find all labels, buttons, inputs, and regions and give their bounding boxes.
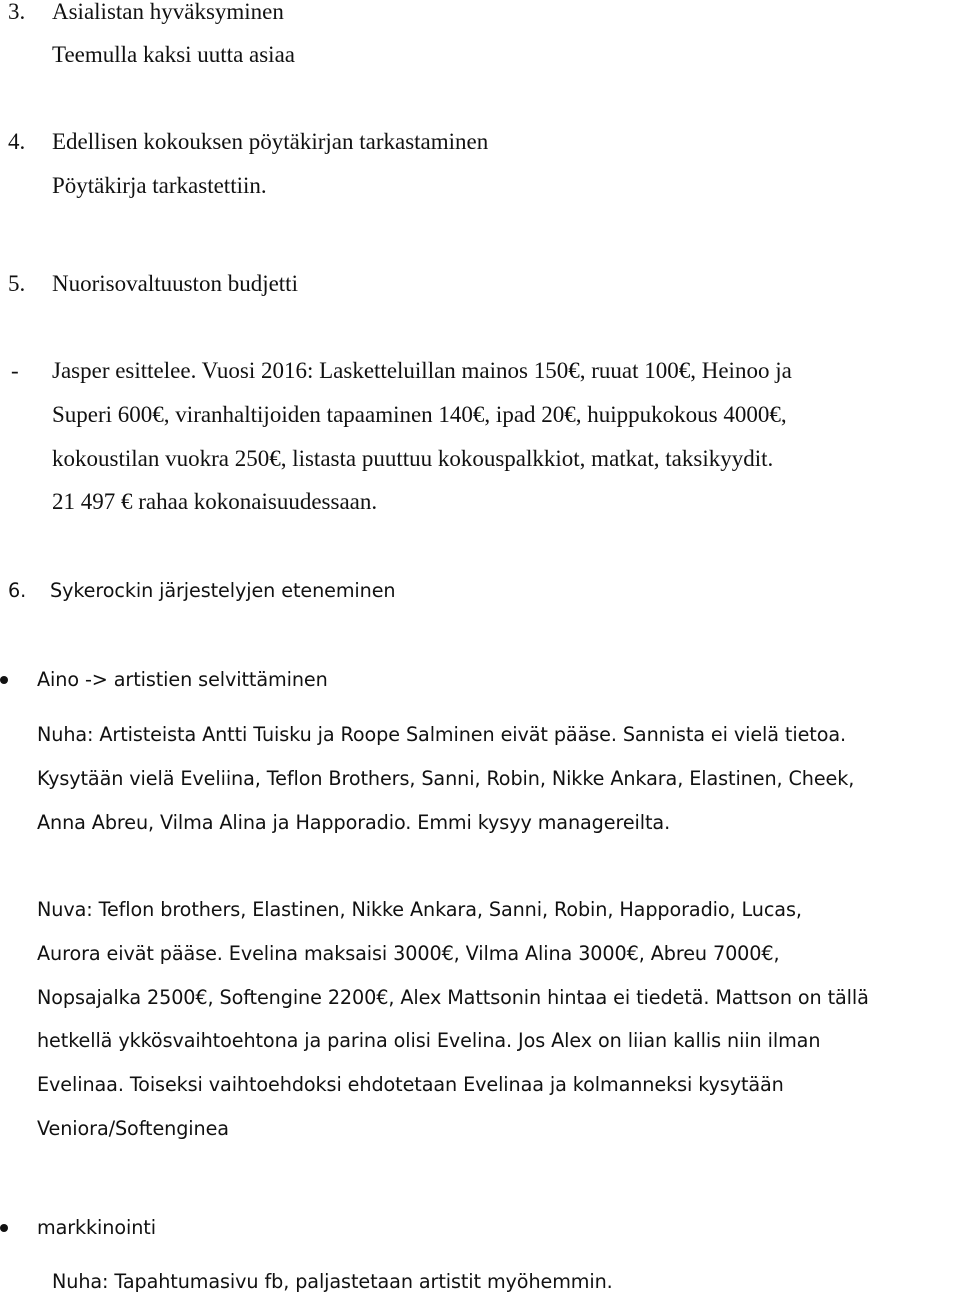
nuha-line: Kysytään vielä Eveliina, Teflon Brothers, Sanni, Robin, Nikke Ankara, Elastinen, Cheek, bbox=[37, 767, 855, 790]
nuha-line: Nuha: Tapahtumasivu fb, paljastetaan artistit myöhemmin. bbox=[52, 1270, 613, 1293]
bullet-title: markkinointi bbox=[37, 1216, 156, 1239]
item-heading: Asialistan hyväksyminen bbox=[52, 0, 284, 24]
budget-total: 21 497 € rahaa kokonaisuudessaan. bbox=[52, 489, 378, 514]
budget-line: Jasper esittelee. Vuosi 2016: Lasketteluillan mainos 150€, ruuat 100€, Heinoo ja bbox=[52, 358, 792, 383]
item-number: 4. bbox=[8, 129, 26, 154]
item-body: Teemulla kaksi uutta asiaa bbox=[52, 42, 295, 67]
bullet-icon bbox=[0, 1224, 8, 1232]
bullet-icon bbox=[0, 676, 8, 684]
item-heading: Edellisen kokouksen pöytäkirjan tarkastaminen bbox=[52, 129, 489, 154]
nuva-line: Nopsajalka 2500€, Softengine 2200€, Alex Mattsonin hintaa ei tiedetä. Mattson on tällä bbox=[37, 986, 869, 1009]
nuva-line: Nuva: Teflon brothers, Elastinen, Nikke Ankara, Sanni, Robin, Happoradio, Lucas, bbox=[37, 898, 802, 921]
item-body: Pöytäkirja tarkastettiin. bbox=[52, 173, 267, 198]
nuva-line: hetkellä ykkösvaihtoehtona ja parina olisi Evelina. Jos Alex on liian kallis niin ilman bbox=[37, 1029, 821, 1052]
item-number: 5. bbox=[8, 271, 26, 296]
bullet-title: Aino -> artistien selvittäminen bbox=[37, 668, 328, 691]
nuha-line: Anna Abreu, Vilma Alina ja Happoradio. Emmi kysyy managereilta. bbox=[37, 811, 671, 834]
nuha-line: Nuha: Artisteista Antti Tuisku ja Roope Salminen eivät pääse. Sannista ei vielä tietoa. bbox=[37, 723, 846, 746]
dash-marker: - bbox=[11, 358, 19, 383]
nuva-line: Aurora eivät pääse. Evelina maksaisi 3000€, Vilma Alina 3000€, Abreu 7000€, bbox=[37, 942, 780, 965]
nuva-line: Veniora/Softenginea bbox=[37, 1117, 229, 1140]
item-number: 3. bbox=[8, 0, 26, 24]
item-heading: Nuorisovaltuuston budjetti bbox=[52, 271, 298, 296]
item-heading: Sykerockin järjestelyjen eteneminen bbox=[50, 579, 396, 602]
item-number: 6. bbox=[8, 579, 27, 602]
budget-line: Superi 600€, viranhaltijoiden tapaaminen 140€, ipad 20€, huippukokous 4000€, bbox=[52, 402, 787, 427]
nuva-line: Evelinaa. Toiseksi vaihtoehdoksi ehdotetaan Evelinaa ja kolmanneksi kysytään bbox=[37, 1073, 784, 1096]
budget-line: kokoustilan vuokra 250€, listasta puuttuu kokouspalkkiot, matkat, taksikyydit. bbox=[52, 446, 774, 471]
